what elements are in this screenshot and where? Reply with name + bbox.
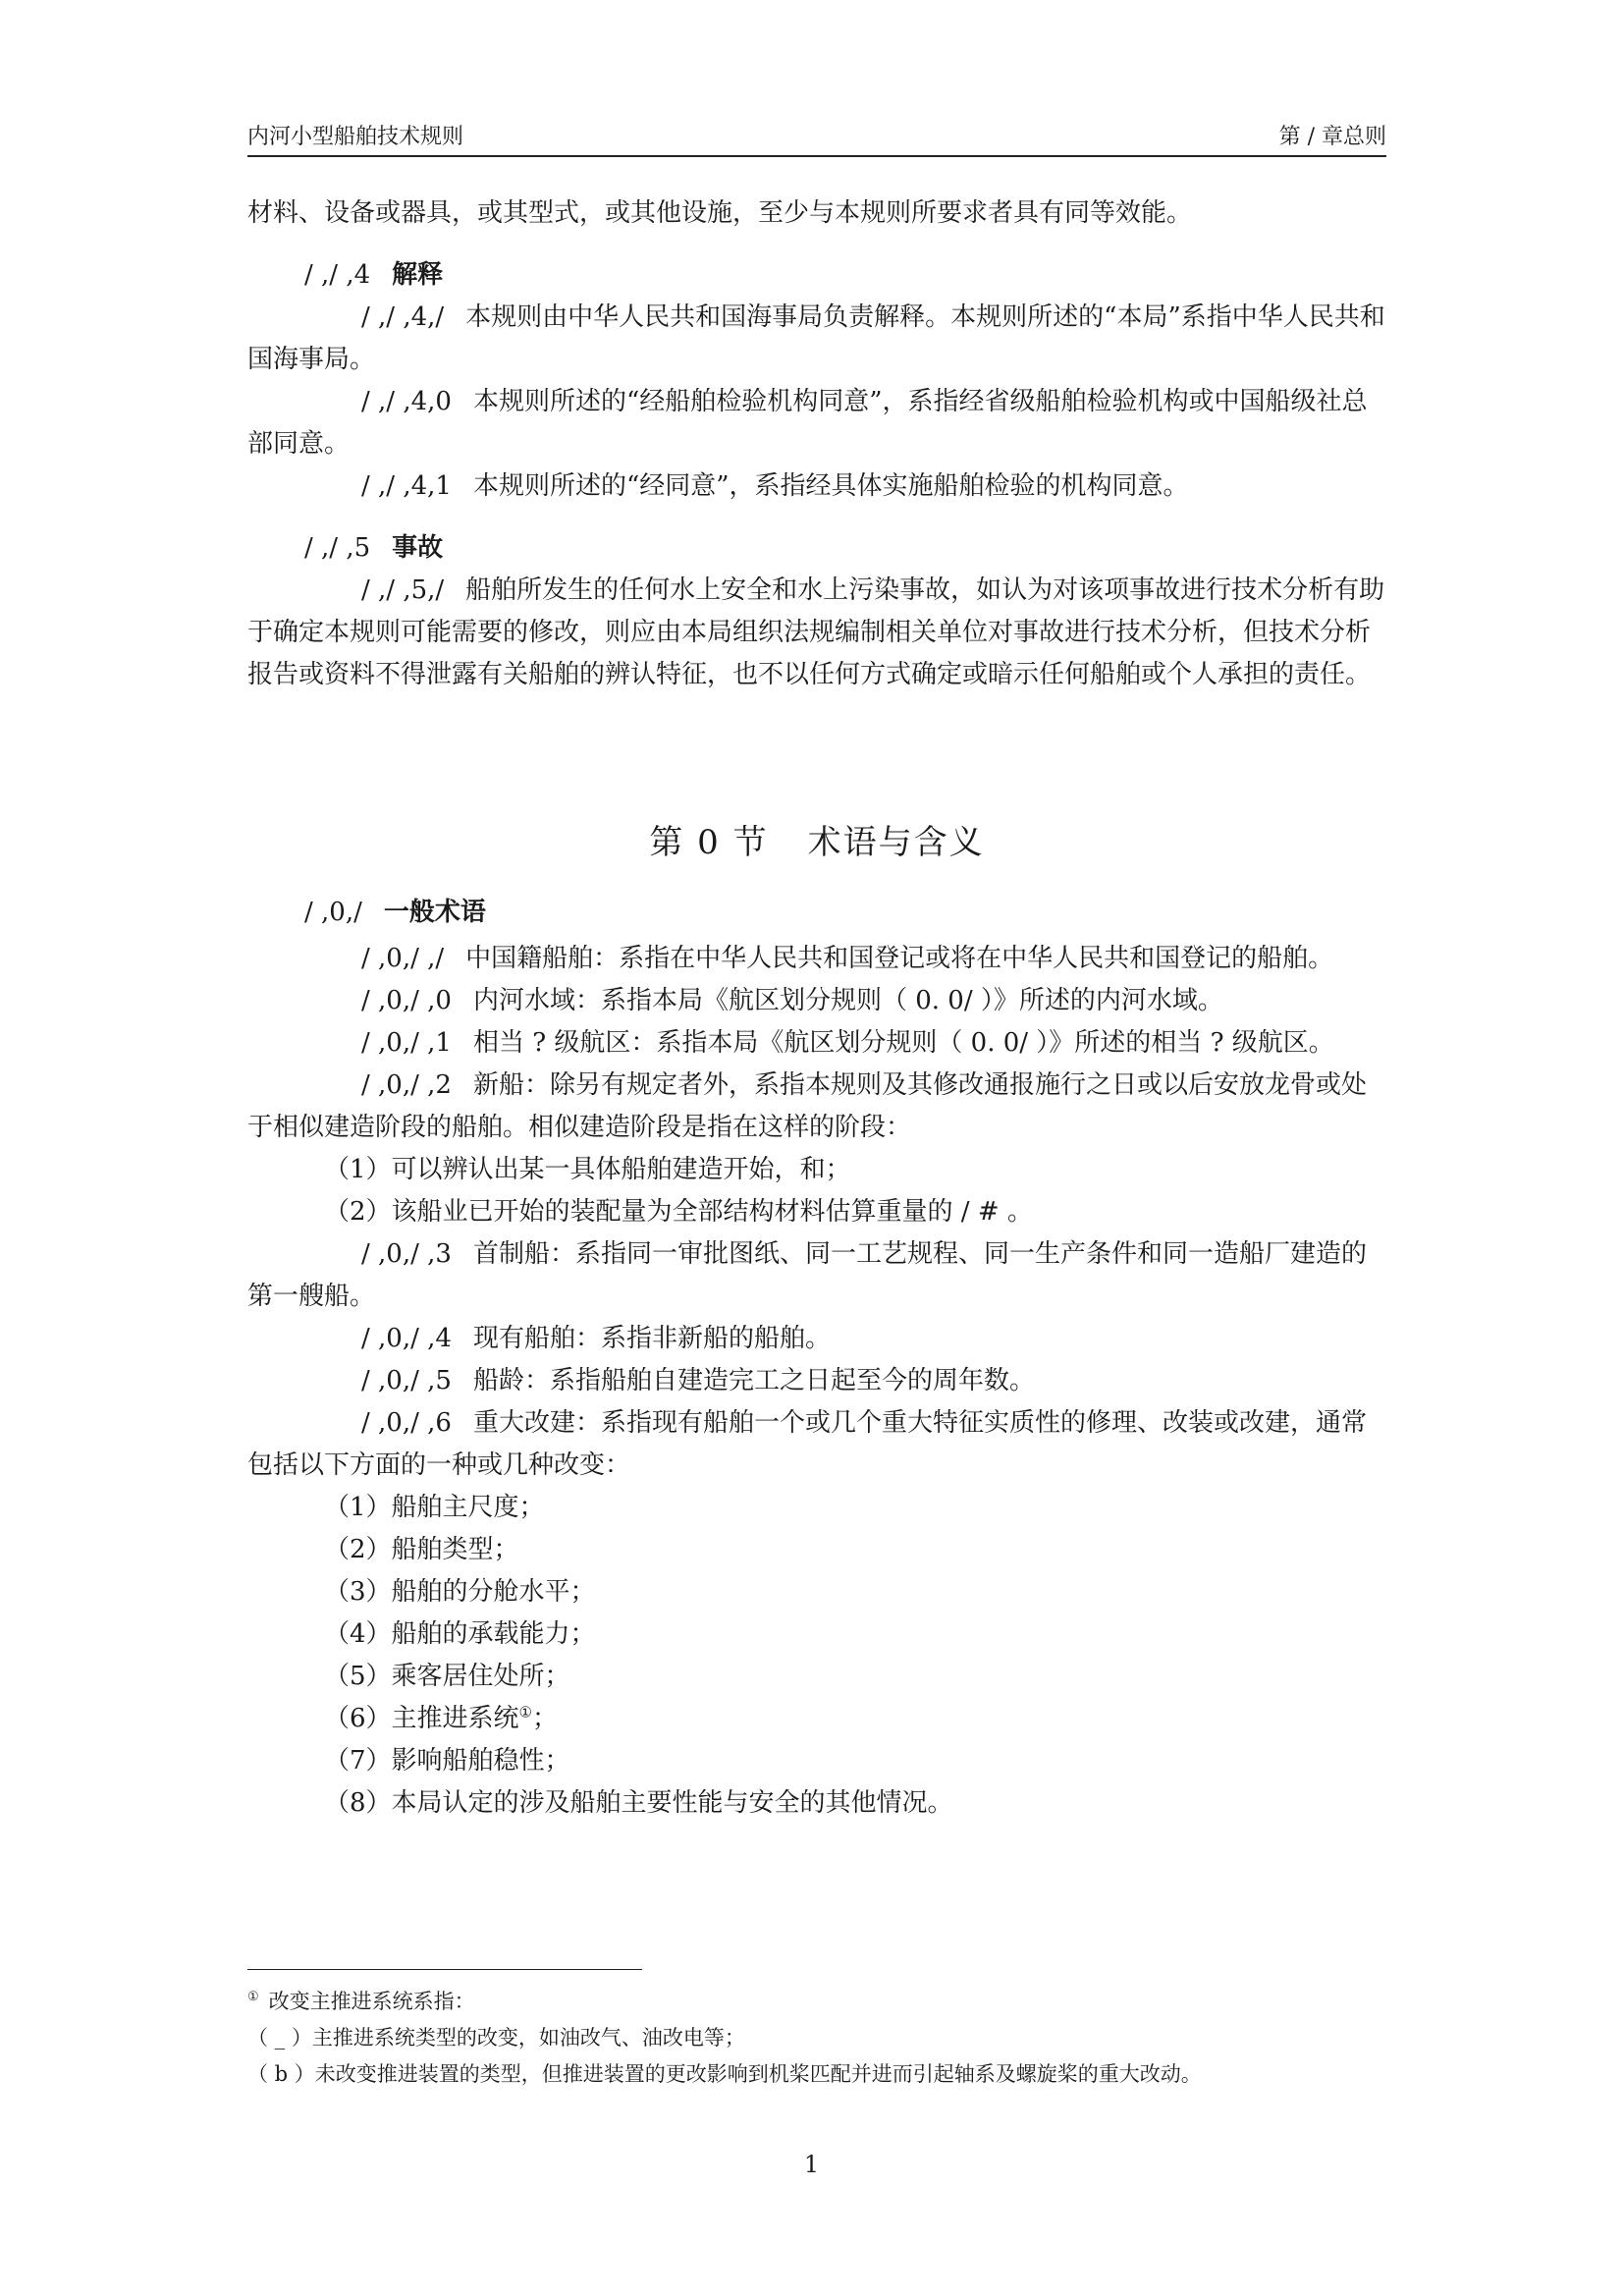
footnote-mark: ① [247,1990,259,2004]
list-item: （4）船舶的承载能力； [324,1619,596,1649]
footnote-text: 改变主推进系统系指： [268,1990,475,2013]
clause-text: 船龄：系指船舶自建造完工之日起至今的周年数。 [472,1366,1035,1395]
header-book-title: 内河小型船舶技术规则 [247,125,464,149]
paragraph [247,297,1386,381]
clause-text: 本规则所述的“经船舶检验机构同意”，系指经省级船舶检验机构或中国船级社总部同意。 [247,387,1368,459]
list-item: （7）影响船舶稳性； [324,1746,570,1776]
main-text [247,192,1386,1825]
definition [247,938,1386,980]
list-item: （3）船舶的分舱水平； [324,1577,596,1607]
footnote-line: （ b ）未改变推进装置的类型，但推进装置的更改影响到机桨匹配并进而引起轴系及螺旋桨的重大改动。 [247,2062,1202,2086]
list-item: （1）可以辨认出某一具体船舶建造开始，和； [324,1155,851,1184]
definition [247,1402,1386,1487]
definition [247,1065,1386,1149]
list-item: （6）主推进系统①； [324,1703,559,1733]
heading-number: / ,/ ,4 [304,260,371,290]
paragraph [247,465,1386,508]
intro-line: 材料、设备或器具，或其型式，或其他设施，至少与本规则所要求者具有同等效能。 [247,198,1193,228]
clause-number: / ,/ ,5,/ [361,575,445,605]
definition [247,1233,1386,1318]
definition [247,1318,1386,1360]
clause-number: / ,0,/ ,/ [361,944,445,973]
clause-text: 内河水域：系指本局《航区划分规则（ 0. 0/ ）》所述的内河水域。 [472,986,1223,1015]
definition [247,980,1386,1022]
heading-accident [247,527,1386,570]
section-label: 第 0 节 [649,823,769,862]
footnotes [247,1984,1386,2093]
clause-text: 中国籍船舶：系指在中华人民共和国登记或将在中华人民共和国登记的船舶。 [465,944,1334,973]
heading-number: / ,0,/ [304,898,362,927]
heading-number: / ,/ ,5 [304,533,371,563]
list-item: （8）本局认定的涉及船舶主要性能与安全的其他情况。 [324,1788,953,1818]
clause-text: 船舶所发生的任何水上安全和水上污染事故，如认为对该项事故进行技术分析有助于确定本规则可能需要的修改，则应由本局组织法规编制相关单位对事故进行技术分析，但技术分析报告或资料不得泄露有关船舶的辨认特征，也不以任何方式确定或暗示任何船舶或个人承担的责任。 [247,575,1385,689]
clause-number: / ,0,/ ,0 [361,986,452,1015]
clause-text: 本规则由中华人民共和国海事局负责解释。本规则所述的“本局”系指中华人民共和国海事局。 [247,302,1385,374]
footnote-divider [247,1969,642,1970]
clause-number: / ,/ ,4,1 [361,471,452,501]
list-item: （5）乘客居住处所； [324,1662,570,1691]
footnote-reference[interactable]: ① [518,1703,532,1722]
clause-text: 现有船舶：系指非新船的船舶。 [472,1324,831,1353]
clause-number: / ,/ ,4,/ [361,302,445,332]
clause-number: / ,0,/ ,6 [361,1408,452,1438]
clause-text: 新船：除另有规定者外，系指本规则及其修改通报施行之日或以后安放龙骨或处于相似建造阶段的船舶。相似建造阶段是指在这样的阶段： [247,1070,1367,1142]
clause-text: 重大改建：系指现有船舶一个或几个重大特征实质性的修理、改装或改建，通常包括以下方面的一种或几种改变： [247,1408,1367,1480]
footnote-line: （ _ ）主推进系统类型的改变，如油改气、油改电等； [247,2026,745,2050]
clause-number: / ,0,/ ,4 [361,1324,452,1353]
heading-general-terms [247,892,1386,934]
running-header [247,116,1386,157]
header-chapter-title: 第 / 章总则 [1278,125,1386,149]
section-title [247,822,1386,864]
list-item: （2）该船业已开始的装配量为全部结构材料估算重量的 / # 。 [324,1197,1033,1227]
list-item-text: （6）主推进系统 [324,1704,519,1733]
clause-number: / ,0,/ ,1 [361,1028,452,1058]
clause-number: / ,/ ,4,0 [361,387,452,416]
clause-text: 本规则所述的“经同意”，系指经具体实施船舶检验的机构同意。 [472,471,1189,501]
definition [247,1022,1386,1065]
clause-text: 首制船：系指同一审批图纸、同一工艺规程、同一生产条件和同一造船厂建造的第一艘船。 [247,1239,1367,1311]
list-item: （1）船舶主尺度； [324,1493,545,1522]
clause-number: / ,0,/ ,3 [361,1239,452,1269]
page-number: 1 [803,2151,820,2178]
heading-title: 解释 [392,260,444,290]
definition [247,1360,1386,1402]
heading-interpretation [247,254,1386,297]
paragraph [247,570,1386,696]
footnote-line [247,1984,1386,2020]
clause-text: 相当 ? 级航区：系指本局《航区划分规则（ 0. 0/ ）》所述的相当 ? 级航区。 [472,1028,1334,1058]
clause-number: / ,0,/ ,5 [361,1366,452,1395]
paragraph [247,381,1386,465]
heading-title: 事故 [392,533,444,563]
section-name: 术语与含义 [807,823,985,862]
list-item: （2）船舶类型； [324,1535,519,1564]
heading-title: 一般术语 [383,898,486,927]
clause-number: / ,0,/ ,2 [361,1070,452,1100]
